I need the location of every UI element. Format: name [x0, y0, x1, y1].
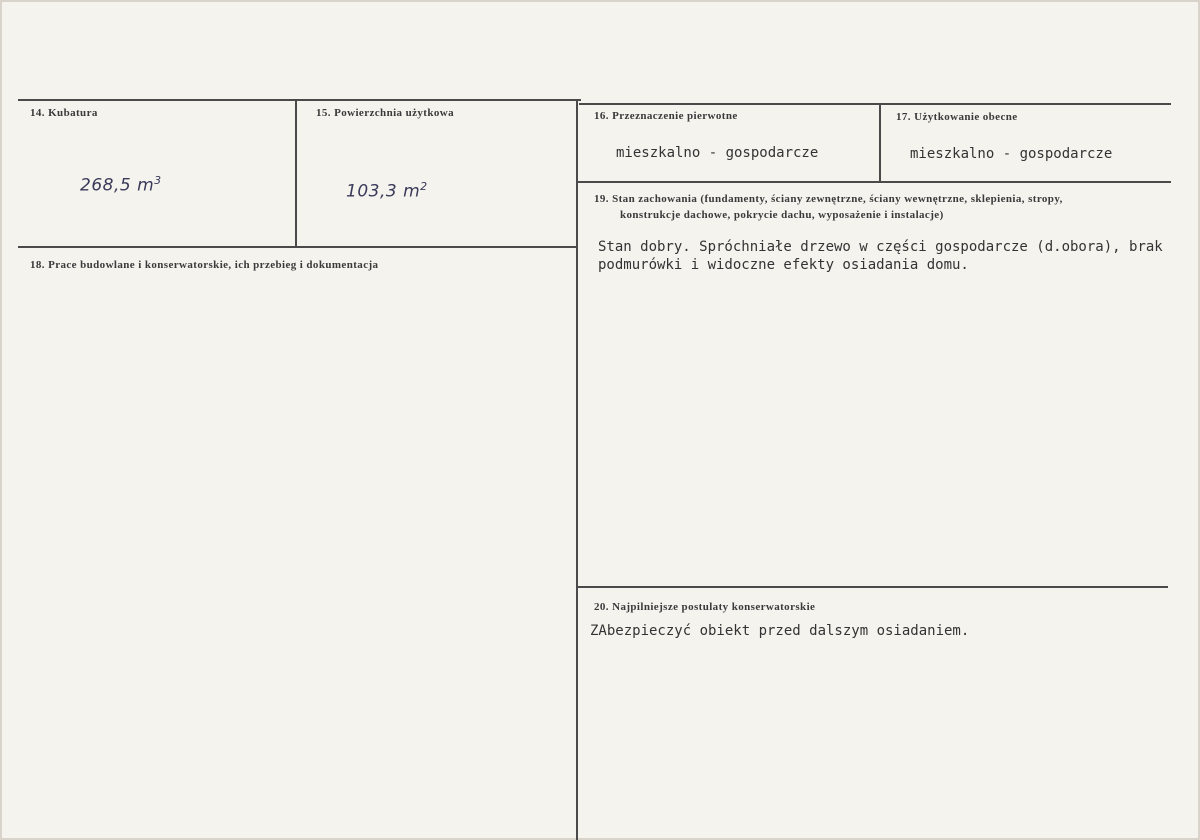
field-14-unit-sup: 3	[154, 174, 162, 187]
divider-top-left	[18, 99, 581, 101]
field-17-label: 17. Użytkowanie obecne	[896, 111, 1018, 123]
field-16-value: mieszkalno - gospodarcze	[616, 145, 819, 161]
field-17-value: mieszkalno - gospodarcze	[910, 146, 1113, 162]
field-14-value	[80, 174, 162, 196]
divider-14-15	[295, 100, 297, 248]
field-15-value	[346, 180, 428, 202]
field-20-label: 20. Najpilniejsze postulaty konserwatorskie	[594, 601, 816, 613]
field-19-label-line2: konstrukcje dachowe, pokrycie dachu, wyposażenie i instalacje)	[620, 209, 944, 221]
divider-19-20	[578, 586, 1168, 588]
field-15-unit-sup: 2	[420, 180, 428, 193]
divider-row2-left	[18, 246, 578, 248]
field-15-label: 15. Powierzchnia użytkowa	[316, 107, 455, 119]
divider-17-19	[578, 181, 1171, 183]
field-19-value-line1: Stan dobry. Spróchniałe drzewo w części gospodarcze (d.obora), brak	[598, 239, 1163, 255]
divider-16-17	[879, 104, 881, 182]
field-14-value-text: 268,5 m	[80, 175, 155, 196]
field-16-label: 16. Przeznaczenie pierwotne	[594, 110, 738, 122]
field-20-value: ZAbezpieczyć obiekt przed dalszym osiadaniem.	[590, 623, 970, 639]
field-15-value-text: 103,3 m	[346, 181, 421, 202]
field-19-value-line2: podmurówki i widoczne efekty osiadania domu.	[598, 257, 969, 273]
field-19-label-line1: 19. Stan zachowania (fundamenty, ściany zewnętrzne, ściany wewnętrzne, sklepienia, stropy,	[594, 193, 1063, 205]
divider-center	[576, 100, 578, 840]
field-18-label: 18. Prace budowlane i konserwatorskie, ich przebieg i dokumentacja	[30, 259, 379, 271]
field-14-label: 14. Kubatura	[30, 107, 98, 119]
divider-top-right	[579, 103, 1171, 105]
